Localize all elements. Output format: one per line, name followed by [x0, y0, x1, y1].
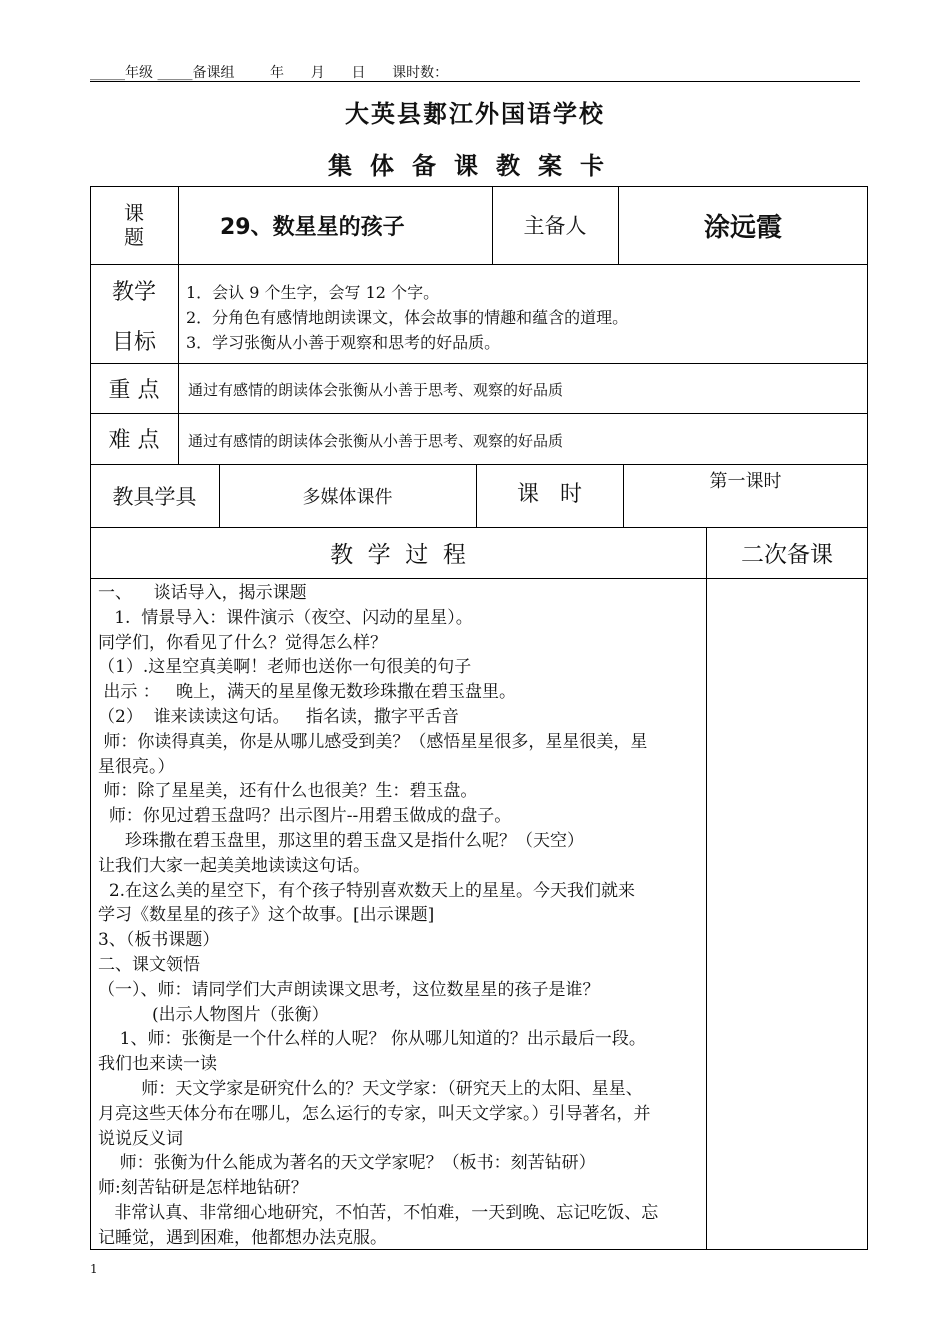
teaching-process-body	[98, 581, 702, 1251]
process-line: 师：天文学家是研究什么的？天文学家：（研究天上的太阳、星星、	[98, 1078, 643, 1099]
process-line: 非常认真、非常细心地研究，不怕苦，不怕难，一天到晚、忘记吃饭、忘	[98, 1202, 659, 1223]
lead-teacher-label: 主备人	[523, 214, 587, 238]
process-line: 出示 ： 晚上，满天的星星像无数珍珠撒在碧玉盘里。	[98, 682, 517, 703]
process-line: 学习《数星星的孩子》这个故事。[出示课题]	[98, 905, 435, 926]
card-title: 集体备课教案卡	[328, 151, 622, 180]
column-divider	[706, 527, 707, 1250]
lead-teacher-name: 涂远霞	[703, 212, 782, 243]
row-divider	[90, 578, 868, 579]
process-line: 一、 谈话导入，揭示课题	[98, 583, 307, 603]
process-line: 师:刻苦钻研是怎样地钻研？	[98, 1178, 308, 1199]
goal-item: 1．会认 9 个生字，会写 12 个字。	[186, 283, 440, 302]
secondary-prep-heading: 二次备课	[741, 542, 833, 568]
goals-label-bottom: 目标	[111, 329, 156, 355]
topic-value: 29、数星星的孩子	[220, 214, 405, 240]
process-line: 师：张衡为什么能成为著名的天文学家呢？（板书：刻苦钻研）	[98, 1153, 596, 1174]
page-number: 1	[90, 1262, 98, 1276]
process-line: 星很亮。）	[98, 756, 175, 777]
period-value: 第一课时	[709, 471, 782, 492]
tools-value: 多媒体课件	[302, 486, 393, 508]
process-line: (出示人物图片（张衡）	[98, 1004, 329, 1025]
goals-list	[186, 280, 628, 355]
process-line: 珍珠撒在碧玉盘里，那这里的碧玉盘又是指什么呢？（天空）	[98, 830, 585, 851]
header-info-line: _____年级 _____备课组 年 月 日 课时数：	[90, 65, 449, 81]
key-point-value: 通过有感情的朗读体会张衡从小善于思考、观察的好品质	[188, 381, 564, 399]
row-divider	[90, 264, 868, 265]
process-line: 月亮这些天体分布在哪儿，怎么运行的专家，叫天文学家。）引导著名，并	[98, 1103, 651, 1124]
process-line: 我们也来读一读	[98, 1054, 217, 1075]
process-line: 师：除了星星美，还有什么也很美？生：碧玉盘。	[98, 781, 478, 802]
process-line: 二、课文领悟	[98, 954, 200, 975]
topic-label: 课 题	[124, 201, 144, 249]
difficult-point-label: 难 点	[108, 428, 160, 453]
school-title: 大英县郪江外国语学校	[345, 99, 605, 128]
teaching-process-heading: 教 学 过 程	[330, 542, 466, 568]
row-divider	[90, 413, 868, 414]
process-line: （一）、师：请同学们大声朗读课文思考，这位数星星的孩子是谁？	[98, 979, 600, 1000]
process-line: 1、师：张衡是一个什么样的人呢？ 你从哪儿知道的？出示最后一段。	[98, 1029, 646, 1050]
process-line: 3、（板书课题）	[98, 930, 220, 951]
process-line: （2） 谁来读读这句话。 指名读，撒字平舌音	[98, 706, 459, 727]
header-divider	[90, 81, 860, 82]
row-divider	[90, 363, 868, 364]
process-line: 师：你读得真美，你是从哪儿感受到美？（感悟星星很多，星星很美，星	[98, 731, 648, 752]
key-point-label: 重 点	[108, 377, 160, 403]
goals-label-top: 教学	[111, 279, 156, 305]
process-line: （1）.这星空真美啊！老师也送你一句很美的句子	[98, 657, 472, 678]
process-line: 2.在这么美的星空下，有个孩子特别喜欢数天上的星星。今天我们就来	[98, 880, 636, 901]
process-line: 1. 情景导入：课件演示（夜空、闪动的星星）。	[98, 607, 473, 628]
difficult-point-value: 通过有感情的朗读体会张衡从小善于思考、观察的好品质	[188, 432, 564, 450]
process-line: 同学们，你看见了什么？觉得怎么样？	[98, 632, 387, 653]
process-line: 让我们大家一起美美地读读这句话。	[98, 855, 370, 876]
tools-label: 教具学具	[112, 484, 197, 509]
period-label: 课 时	[517, 481, 582, 507]
goal-item: 3．学习张衡从小善于观察和思考的好品质。	[186, 333, 501, 352]
process-line: 说说反义词	[98, 1128, 183, 1149]
process-line: 师：你见过碧玉盘吗？出示图片--用碧玉做成的盘子。	[98, 806, 512, 827]
goal-item: 2．分角色有感情地朗读课文，体会故事的情趣和蕴含的道理。	[186, 308, 629, 327]
process-line: 记睡觉，遇到困难，他都想办法克服。	[98, 1227, 387, 1248]
